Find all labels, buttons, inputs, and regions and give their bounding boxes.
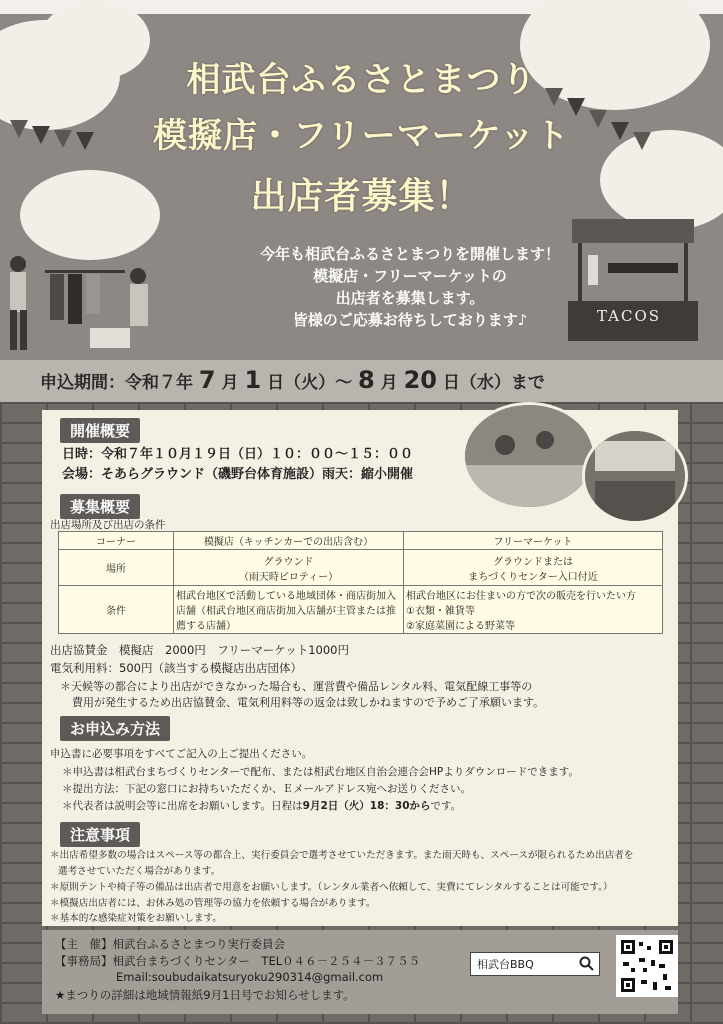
apply-line-4a: ＊代表者は説明会等に出席をお願いします。日程は — [62, 800, 303, 812]
conditions-table — [58, 531, 663, 634]
notes-line-1: ＊出店希望多数の場合はスペース等の都合上、実行委員会で選考させていただきます。また雨天時も、スペースが限られるため出店者を — [50, 850, 634, 861]
search-icon — [579, 956, 594, 971]
deadline-label: 申込期間：令和７年 — [40, 373, 193, 393]
title-line-2: 模擬店・フリーマーケット — [153, 116, 570, 156]
qr-code[interactable] — [616, 935, 678, 997]
notes-line-2: 選考させていただく場合があります。 — [58, 866, 221, 877]
flea-cond-line-2: ①衣類・雑貨等 — [406, 606, 475, 617]
table-cell-condition-label: 条件 — [59, 586, 174, 634]
footer-email: Email:soubudaikatsuryoku290314@gmail.com — [116, 970, 384, 984]
header-banner — [0, 0, 723, 360]
recruit-subheading: 出店場所及び出店の条件 — [50, 519, 166, 531]
deadline-start-day: 1 — [244, 366, 262, 394]
refund-note-2: 費用が発生するため出店協賛金、電気利用料等の返金は致しかねますので予めご了承願います。 — [72, 696, 545, 709]
deadline-end-day: 20 — [403, 366, 437, 394]
recruit-heading: 募集概要 — [60, 494, 140, 519]
deadline-unit-month-2: 月 — [380, 373, 398, 393]
tacos-sign: TACOS — [596, 307, 662, 325]
table-cell-mogi-place — [174, 550, 404, 586]
title-line-3: 出店者募集！ — [250, 176, 473, 217]
flea-cond-line-1: 相武台地区にお住まいの方で次の販売を行いたい方 — [406, 591, 636, 602]
table-cell-flea-condition — [404, 586, 663, 634]
intro-line-3: 出店者を募集します。 — [335, 289, 485, 307]
deadline-text — [40, 366, 545, 394]
table-header-flea: フリーマーケット — [404, 532, 663, 550]
table-cell-flea-place — [404, 550, 663, 586]
apply-heading: お申込み方法 — [60, 716, 170, 741]
footer-office: 【事務局】相武台まちづくりセンター TEL０４６－２５４－３７５５ — [55, 954, 421, 968]
deadline-end-month: 8 — [358, 366, 375, 394]
overview-heading: 開催概要 — [60, 418, 140, 443]
apply-line-2: ＊申込書は相武台まちづくりセンターで配布、または相武台地区自治会連合会HPよりダウンロードできます。 — [62, 766, 579, 778]
mogi-place-line-1: グラウンド — [263, 556, 314, 568]
flea-cond-line-3: ②家庭菜園による野菜等 — [406, 621, 515, 632]
title-line-1: 相武台ふるさとまつり — [186, 60, 537, 100]
table-row-condition — [59, 586, 663, 634]
intro-line-1: 今年も相武台ふるさとまつりを開催します！ — [259, 245, 560, 263]
people-illustration — [0, 250, 170, 360]
apply-line-1: 申込書に必要事項をすべてご記入の上ご提出ください。 — [50, 748, 313, 760]
fee-text: 出店協賛金 模擬店 2000円 フリーマーケット1000円 — [50, 643, 349, 657]
footer-info: ★まつりの詳細は地域情報紙9月1日号でお知らせします。 — [55, 988, 355, 1002]
table-header-corner: コーナー — [59, 532, 174, 550]
flea-place-line-2: まちづくりセンター入口付近 — [468, 571, 598, 583]
footer-organizer: 【主 催】相武台ふるさとまつり実行委員会 — [55, 937, 285, 951]
table-header-row — [59, 532, 663, 550]
apply-line-4c: です。 — [430, 800, 462, 812]
mogi-place-line-2: （雨天時ピロティー） — [238, 571, 339, 583]
electric-text: 電気利用料：500円（該当する模擬店出店団体） — [50, 661, 302, 675]
briefing-date: 9月2日（火）18：30から — [302, 800, 431, 812]
taco-stall-illustration — [568, 215, 698, 355]
notes-heading: 注意事項 — [60, 822, 140, 847]
search-text: 相武台BBQ — [477, 958, 534, 971]
apply-line-3: ＊提出方法：下記の窓口にお持ちいただくか、Ｅメールアドレス宛へお送りください。 — [62, 783, 471, 795]
flea-place-line-1: グラウンドまたは — [493, 556, 573, 568]
table-header-mogi: 模擬店（キッチンカーでの出店含む） — [174, 532, 404, 550]
event-photo-2 — [582, 428, 688, 524]
table-cell-mogi-condition: 相武台地区で活動している地域団体・商店街加入店舗（相武台地区商店街加入店舗が主管または推薦する店舗） — [174, 586, 404, 634]
notes-line-4: ＊模擬店出店者には、お休み処の管理等の協力を依頼する場合があります。 — [50, 898, 376, 909]
intro-line-4: 皆様のご応募お待ちしております♪ — [292, 311, 528, 329]
overview-venue: 会場：そあらグラウンド（磯野台体育施設）雨天：縮小開催 — [62, 467, 414, 482]
notes-line-3: ＊原則テントや椅子等の備品は出店者で用意をお願いします。（レンタル業者へ依頼して、実費にてレンタルすることは可能です。） — [50, 882, 613, 893]
deadline-unit-day-1: 日（火）～ — [267, 373, 353, 393]
table-cell-place-label: 場所 — [59, 550, 174, 586]
intro-line-2: 模擬店・フリーマーケットの — [313, 267, 507, 285]
deadline-unit-month-1: 月 — [221, 373, 239, 393]
notes-line-5: ＊基本的な感染症対策をお願いします。 — [50, 913, 222, 924]
search-box[interactable] — [470, 952, 600, 976]
table-row-place — [59, 550, 663, 586]
apply-line-4 — [62, 798, 461, 813]
event-photo-1 — [462, 402, 596, 510]
refund-note-1: ＊天候等の都合により出店ができなかった場合も、運営費や備品レンタル料、電気配線工事等の — [60, 680, 533, 693]
overview-date: 日時：令和７年１０月１９日（日）１０：００〜１５：００ — [62, 447, 414, 462]
deadline-unit-day-2: 日（水）まで — [442, 373, 545, 393]
deadline-start-month: 7 — [198, 366, 216, 394]
